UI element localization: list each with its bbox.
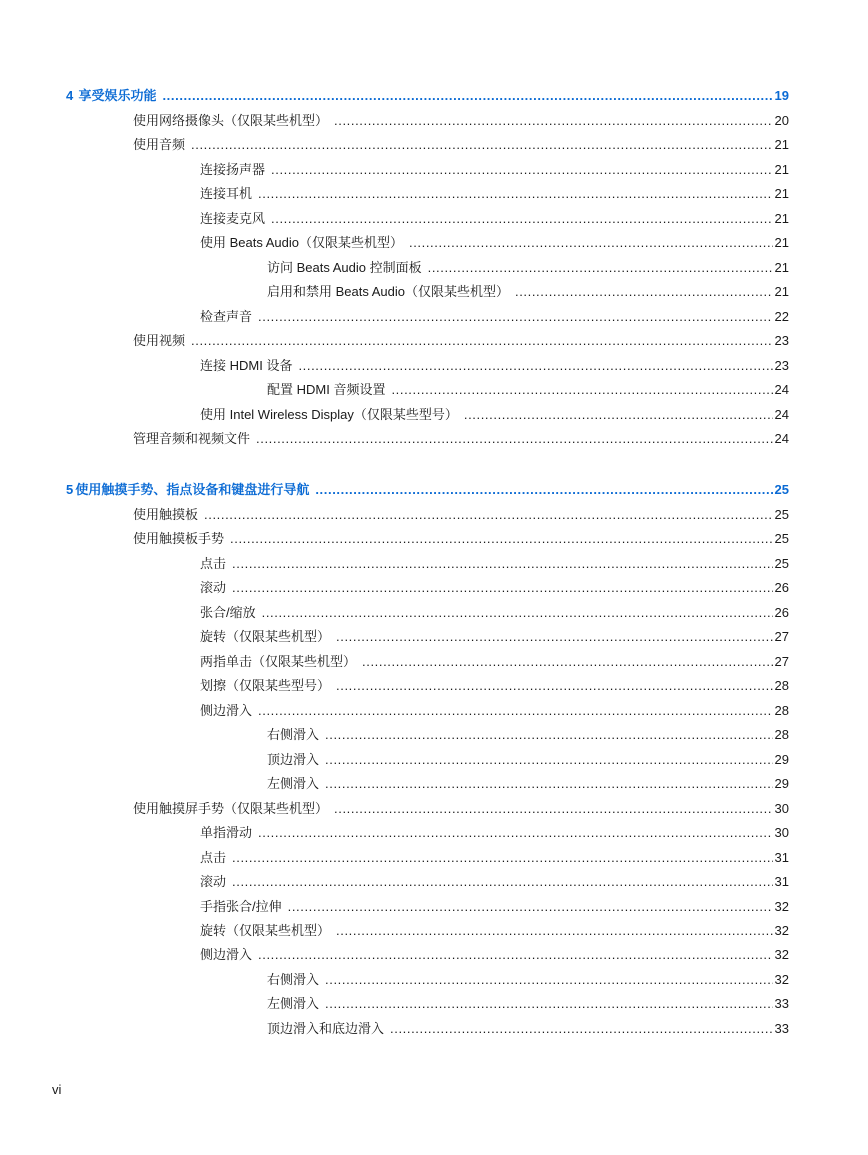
toc-entry[interactable] bbox=[200, 406, 789, 424]
toc-entry-page: 21 bbox=[774, 186, 789, 201]
toc-entry-page: 27 bbox=[774, 654, 789, 669]
dot-leader bbox=[204, 506, 773, 524]
toc-entry-title: 旋转（仅限某些机型） bbox=[200, 629, 331, 644]
toc-entry[interactable] bbox=[200, 555, 789, 573]
dot-leader bbox=[336, 628, 773, 646]
dot-leader bbox=[258, 946, 773, 964]
dot-leader bbox=[325, 775, 773, 793]
dot-leader bbox=[232, 579, 773, 597]
dot-leader bbox=[298, 357, 772, 375]
toc-entry-page: 32 bbox=[774, 947, 789, 962]
toc-entry-page: 28 bbox=[774, 678, 789, 693]
toc-entry-title: 使用网络摄像头（仅限某些机型） bbox=[133, 113, 329, 128]
toc-entry-page: 21 bbox=[774, 284, 789, 299]
toc-entry-page: 30 bbox=[774, 825, 789, 840]
toc-entry-title: 使用触摸屏手势（仅限某些机型） bbox=[133, 801, 329, 816]
toc-entry-page: 24 bbox=[774, 382, 789, 397]
toc-entry-title: 连接扬声器 bbox=[200, 162, 266, 177]
toc-entry[interactable] bbox=[267, 1020, 789, 1038]
toc-entry[interactable] bbox=[267, 381, 789, 399]
dot-leader bbox=[409, 234, 773, 252]
dot-leader bbox=[325, 971, 773, 989]
toc-entry[interactable] bbox=[200, 677, 789, 695]
toc-entry-title: 右侧滑入 bbox=[267, 972, 320, 987]
dot-leader bbox=[232, 849, 773, 867]
toc-entry-title: 顶边滑入 bbox=[267, 752, 320, 767]
toc-entry-page: 25 bbox=[774, 531, 789, 546]
dot-leader bbox=[464, 406, 773, 424]
toc-entry-title: 侧边滑入 bbox=[200, 703, 253, 718]
dot-leader bbox=[362, 653, 773, 671]
toc-entry[interactable] bbox=[200, 653, 789, 671]
chapter-number: 5 bbox=[66, 482, 74, 497]
toc-entry-title: 点击 bbox=[200, 850, 227, 865]
toc-entry-page: 27 bbox=[774, 629, 789, 644]
toc-entry[interactable] bbox=[200, 922, 789, 940]
dot-leader bbox=[325, 726, 773, 744]
toc-entry-title: 配置 HDMI 音频设置 bbox=[267, 382, 386, 397]
toc-chapter-entry[interactable] bbox=[66, 481, 789, 499]
toc-entry-title: 单指滑动 bbox=[200, 825, 253, 840]
toc-entry[interactable] bbox=[200, 185, 789, 203]
dot-leader bbox=[325, 751, 773, 769]
toc-entry-title: 滚动 bbox=[200, 580, 227, 595]
toc-entry-title: 使用触摸手势、指点设备和键盘进行导航 bbox=[75, 482, 310, 497]
toc-entry[interactable] bbox=[133, 506, 789, 524]
toc-entry[interactable] bbox=[133, 530, 789, 548]
dot-leader bbox=[258, 824, 773, 842]
dot-leader bbox=[262, 604, 773, 622]
toc-entry-page: 21 bbox=[774, 137, 789, 152]
toc-entry[interactable] bbox=[200, 824, 789, 842]
toc-entry-page: 19 bbox=[774, 88, 789, 103]
toc-entry[interactable] bbox=[200, 161, 789, 179]
toc-entry[interactable] bbox=[200, 308, 789, 326]
dot-leader bbox=[191, 332, 773, 350]
toc-entry-page: 32 bbox=[774, 899, 789, 914]
toc-entry-title: 享受娱乐功能 bbox=[78, 88, 157, 103]
toc-entry[interactable] bbox=[200, 357, 789, 375]
toc-entry[interactable] bbox=[133, 332, 789, 350]
toc-entry-title: 连接耳机 bbox=[200, 186, 253, 201]
toc-entry-page: 31 bbox=[774, 874, 789, 889]
toc-entry[interactable] bbox=[200, 873, 789, 891]
toc-entry-page: 26 bbox=[774, 605, 789, 620]
dot-leader bbox=[336, 922, 773, 940]
toc-entry-title: 使用触摸板手势 bbox=[133, 531, 225, 546]
toc-entry-title: 右侧滑入 bbox=[267, 727, 320, 742]
toc-entry[interactable] bbox=[200, 604, 789, 622]
toc-entry-page: 28 bbox=[774, 727, 789, 742]
toc-entry-title: 启用和禁用 Beats Audio（仅限某些机型） bbox=[267, 284, 509, 299]
toc-entry-title: 管理音频和视频文件 bbox=[133, 431, 251, 446]
toc-entry-title: 访问 Beats Audio 控制面板 bbox=[267, 260, 422, 275]
toc-entry-page: 29 bbox=[774, 776, 789, 791]
toc-entry-page: 33 bbox=[774, 1021, 789, 1036]
toc-entry[interactable] bbox=[133, 430, 789, 448]
toc-entry[interactable] bbox=[267, 971, 789, 989]
page-number-footer: vi bbox=[52, 1082, 62, 1097]
toc-entry-page: 25 bbox=[774, 556, 789, 571]
toc-entry[interactable] bbox=[133, 112, 789, 130]
toc-entry-page: 23 bbox=[774, 358, 789, 373]
toc-entry[interactable] bbox=[267, 726, 789, 744]
toc-entry-page: 28 bbox=[774, 703, 789, 718]
toc-entry-page: 21 bbox=[774, 260, 789, 275]
toc-entry[interactable] bbox=[200, 898, 789, 916]
dot-leader bbox=[232, 555, 773, 573]
toc-entry-title: 划擦（仅限某些型号） bbox=[200, 678, 331, 693]
toc-entry[interactable] bbox=[133, 136, 789, 154]
toc-entry-title: 检查声音 bbox=[200, 309, 253, 324]
dot-leader bbox=[256, 430, 773, 448]
dot-leader bbox=[334, 800, 773, 818]
dot-leader bbox=[334, 112, 773, 130]
toc-entry[interactable] bbox=[200, 628, 789, 646]
toc-entry-page: 21 bbox=[774, 211, 789, 226]
toc-entry-page: 26 bbox=[774, 580, 789, 595]
toc-entry-page: 32 bbox=[774, 972, 789, 987]
dot-leader bbox=[258, 308, 773, 326]
toc-entry-page: 29 bbox=[774, 752, 789, 767]
toc-entry-title: 使用 Intel Wireless Display（仅限某些型号） bbox=[200, 407, 458, 422]
toc-entry[interactable] bbox=[133, 800, 789, 818]
toc-entry-page: 21 bbox=[774, 235, 789, 250]
toc-entry-page: 23 bbox=[774, 333, 789, 348]
toc-entry-title: 张合/缩放 bbox=[200, 605, 256, 620]
toc-entry-page: 24 bbox=[774, 431, 789, 446]
toc-entry-title: 使用 Beats Audio（仅限某些机型） bbox=[200, 235, 403, 250]
toc-entry[interactable] bbox=[267, 775, 789, 793]
toc-entry-page: 25 bbox=[774, 482, 789, 497]
toc-entry-title: 侧边滑入 bbox=[200, 947, 253, 962]
toc-entry[interactable] bbox=[200, 579, 789, 597]
dot-leader bbox=[428, 259, 773, 277]
toc-entry-page: 24 bbox=[774, 407, 789, 422]
toc-entry-page: 21 bbox=[774, 162, 789, 177]
toc-entry[interactable] bbox=[200, 946, 789, 964]
toc-entry[interactable] bbox=[267, 259, 789, 277]
dot-leader bbox=[315, 481, 772, 499]
toc-entry-page: 33 bbox=[774, 996, 789, 1011]
toc-entry-page: 32 bbox=[774, 923, 789, 938]
toc-entry-title: 左侧滑入 bbox=[267, 776, 320, 791]
toc-entry-title: 滚动 bbox=[200, 874, 227, 889]
toc-entry-title: 使用触摸板 bbox=[133, 507, 199, 522]
toc-entry-title: 手指张合/拉伸 bbox=[200, 899, 282, 914]
toc-entry-page: 30 bbox=[774, 801, 789, 816]
dot-leader bbox=[258, 702, 773, 720]
toc-entry[interactable] bbox=[200, 849, 789, 867]
toc-entry[interactable] bbox=[200, 234, 789, 252]
toc-entry-page: 31 bbox=[774, 850, 789, 865]
dot-leader bbox=[325, 995, 773, 1013]
dot-leader bbox=[336, 677, 773, 695]
toc-entry-page: 22 bbox=[774, 309, 789, 324]
dot-leader bbox=[288, 898, 773, 916]
toc-entry[interactable] bbox=[267, 995, 789, 1013]
dot-leader bbox=[390, 1020, 773, 1038]
toc-entry[interactable] bbox=[200, 702, 789, 720]
toc-entry-title: 点击 bbox=[200, 556, 227, 571]
dot-leader bbox=[258, 185, 773, 203]
dot-leader bbox=[230, 530, 773, 548]
dot-leader bbox=[515, 283, 773, 301]
toc-entry-page: 20 bbox=[774, 113, 789, 128]
dot-leader bbox=[391, 381, 772, 399]
toc-entry[interactable] bbox=[267, 751, 789, 769]
toc-entry-title: 顶边滑入和底边滑入 bbox=[267, 1021, 385, 1036]
toc-entry-title: 连接麦克风 bbox=[200, 211, 266, 226]
toc-entry-title: 使用音频 bbox=[133, 137, 186, 152]
dot-leader bbox=[191, 136, 773, 154]
dot-leader bbox=[271, 161, 773, 179]
toc-entry-page: 25 bbox=[774, 507, 789, 522]
toc-entry[interactable] bbox=[200, 210, 789, 228]
toc-entry-title: 左侧滑入 bbox=[267, 996, 320, 1011]
chapter-number: 4 bbox=[66, 88, 74, 103]
toc-entry-title: 两指单击（仅限某些机型） bbox=[200, 654, 357, 669]
dot-leader bbox=[232, 873, 773, 891]
dot-leader bbox=[162, 87, 772, 105]
toc-entry-title: 使用视频 bbox=[133, 333, 186, 348]
toc-entry[interactable] bbox=[267, 283, 789, 301]
dot-leader bbox=[271, 210, 773, 228]
toc-entry-title: 旋转（仅限某些机型） bbox=[200, 923, 331, 938]
toc-entry-title: 连接 HDMI 设备 bbox=[200, 358, 293, 373]
toc-chapter-entry[interactable] bbox=[66, 87, 789, 105]
